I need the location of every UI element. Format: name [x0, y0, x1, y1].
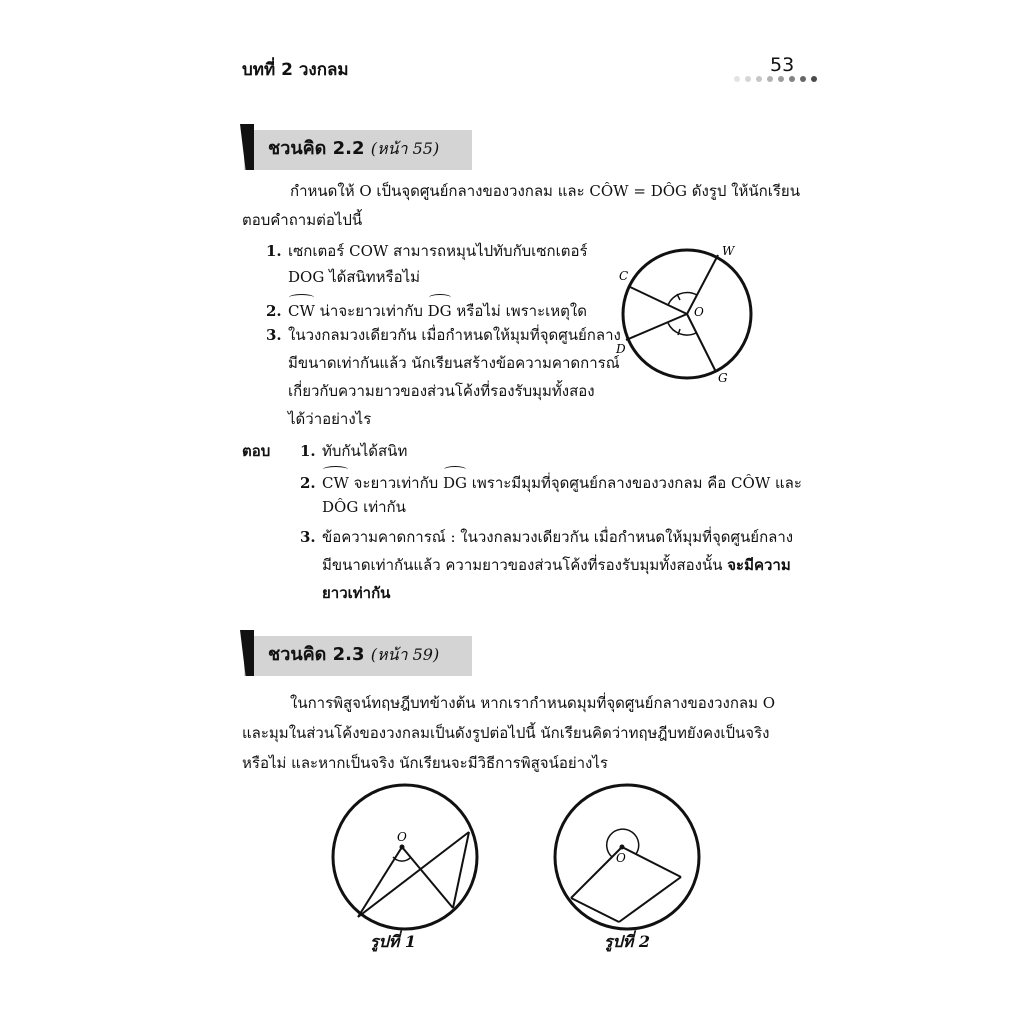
decoration-dot [756, 76, 762, 82]
figure-2-caption: รูปที่ 2 [604, 932, 650, 951]
question-number: 1. [266, 242, 282, 260]
chapter-title: บทที่ 2 วงกลม [242, 60, 349, 80]
section-banner-2-2 [240, 124, 472, 170]
section-title: ชวนคิด 2.2 [268, 138, 365, 159]
question-text: เซกเตอร์ COW สามารถหมุนไปทับกับเซกเตอร์ [288, 242, 588, 260]
decoration-dot [789, 76, 795, 82]
answer-label: ตอบ [242, 442, 271, 460]
answer-3-cont [322, 550, 791, 580]
decoration-dot [767, 76, 773, 82]
answer-1 [300, 436, 407, 466]
point-label-w: W [722, 244, 735, 258]
section-page-ref: (หน้า 55) [370, 139, 440, 158]
arc-cw: CW [288, 292, 315, 326]
answer-number: 2. [300, 474, 316, 492]
answer-3 [300, 522, 793, 552]
section-2-text: หรือไม่ และหากเป็นจริง นักเรียนจะมีวิธีการพิสูจน์อย่างไร [242, 754, 608, 772]
answer-text: ทับกันได้สนิท [322, 442, 408, 460]
point-label-g: G [718, 371, 728, 385]
answer-text-bold: จะมีความ [727, 556, 791, 574]
question-text: น่าจะยาวเท่ากับ [314, 302, 428, 320]
section-2-text: ในการพิสูจน์ทฤษฎีบทข้างต้น หากเรากำหนดมุมที่จุดศูนย์กลางของวงกลม O [290, 694, 776, 712]
point-label-o: O [694, 305, 704, 319]
answer-3-cont: ยาวเท่ากัน [322, 584, 391, 602]
answer-text: มีขนาดเท่ากันแล้ว ความยาวของส่วนโค้งที่รองรับมุมทั้งสองนั้น [322, 556, 728, 574]
intro-line: กำหนดให้ O เป็นจุดศูนย์กลางของวงกลม และ CÔW = DÔG ดังรูป ให้นักเรียน [290, 182, 800, 200]
question-3-cont: เกี่ยวกับความยาวของส่วนโค้งที่รองรับมุมทั้งสอง [288, 382, 595, 400]
arc-dg: DG [443, 464, 467, 498]
arc-cw: CW [322, 464, 349, 498]
question-3-cont: ได้ว่าอย่างไร [288, 410, 372, 428]
answer-text: เพราะมีมุมที่จุดศูนย์กลางของวงกลม คือ CÔW และ [466, 474, 802, 492]
decoration-dot [800, 76, 806, 82]
arc-dg: DG [428, 292, 452, 326]
center-label-o: O [616, 851, 626, 865]
point-label-d: D [616, 342, 626, 356]
decoration-dot [745, 76, 751, 82]
section-page-ref: (หน้า 59) [370, 645, 440, 664]
answer-text: จะยาวเท่ากับ [348, 474, 443, 492]
decoration-dot [811, 76, 817, 82]
page-dots-decoration [734, 76, 817, 82]
center-label-o: O [397, 830, 407, 844]
question-text: หรือไม่ เพราะเหตุใด [451, 302, 587, 320]
answer-number: 1. [300, 442, 316, 460]
decoration-dot [734, 76, 740, 82]
answer-number: 3. [300, 528, 316, 546]
answer-2-cont: DÔG เท่ากัน [322, 498, 406, 516]
intro-line: ตอบคำถามต่อไปนี้ [242, 211, 363, 229]
point-label-c: C [619, 269, 629, 283]
circle-figure-2-2 [610, 238, 785, 388]
section-banner-2-3 [240, 630, 472, 676]
question-number: 2. [266, 302, 282, 320]
section-2-text: และมุมในส่วนโค้งของวงกลมเป็นดังรูปต่อไปนี้ นักเรียนคิดว่าทฤษฎีบทยังคงเป็นจริง [242, 724, 770, 742]
question-number: 3. [266, 326, 282, 344]
page-number: 53 [770, 54, 795, 76]
question-3-cont: มีขนาดเท่ากันแล้ว นักเรียนสร้างข้อความคาดการณ์ [288, 354, 620, 372]
question-text: ในวงกลมวงเดียวกัน เมื่อกำหนดให้มุมที่จุดศูนย์กลาง [288, 326, 621, 344]
circle-figure-2 [550, 780, 710, 940]
circle-figure-1 [326, 780, 486, 940]
question-3 [266, 320, 621, 350]
section-title: ชวนคิด 2.3 [268, 644, 365, 665]
answer-text: ข้อความคาดการณ์ : ในวงกลมวงเดียวกัน เมื่อกำหนดให้มุมที่จุดศูนย์กลาง [322, 528, 794, 546]
figure-1-caption: รูปที่ 1 [370, 932, 416, 951]
decoration-dot [778, 76, 784, 82]
question-1-cont: DOG ได้สนิทหรือไม่ [288, 268, 421, 286]
